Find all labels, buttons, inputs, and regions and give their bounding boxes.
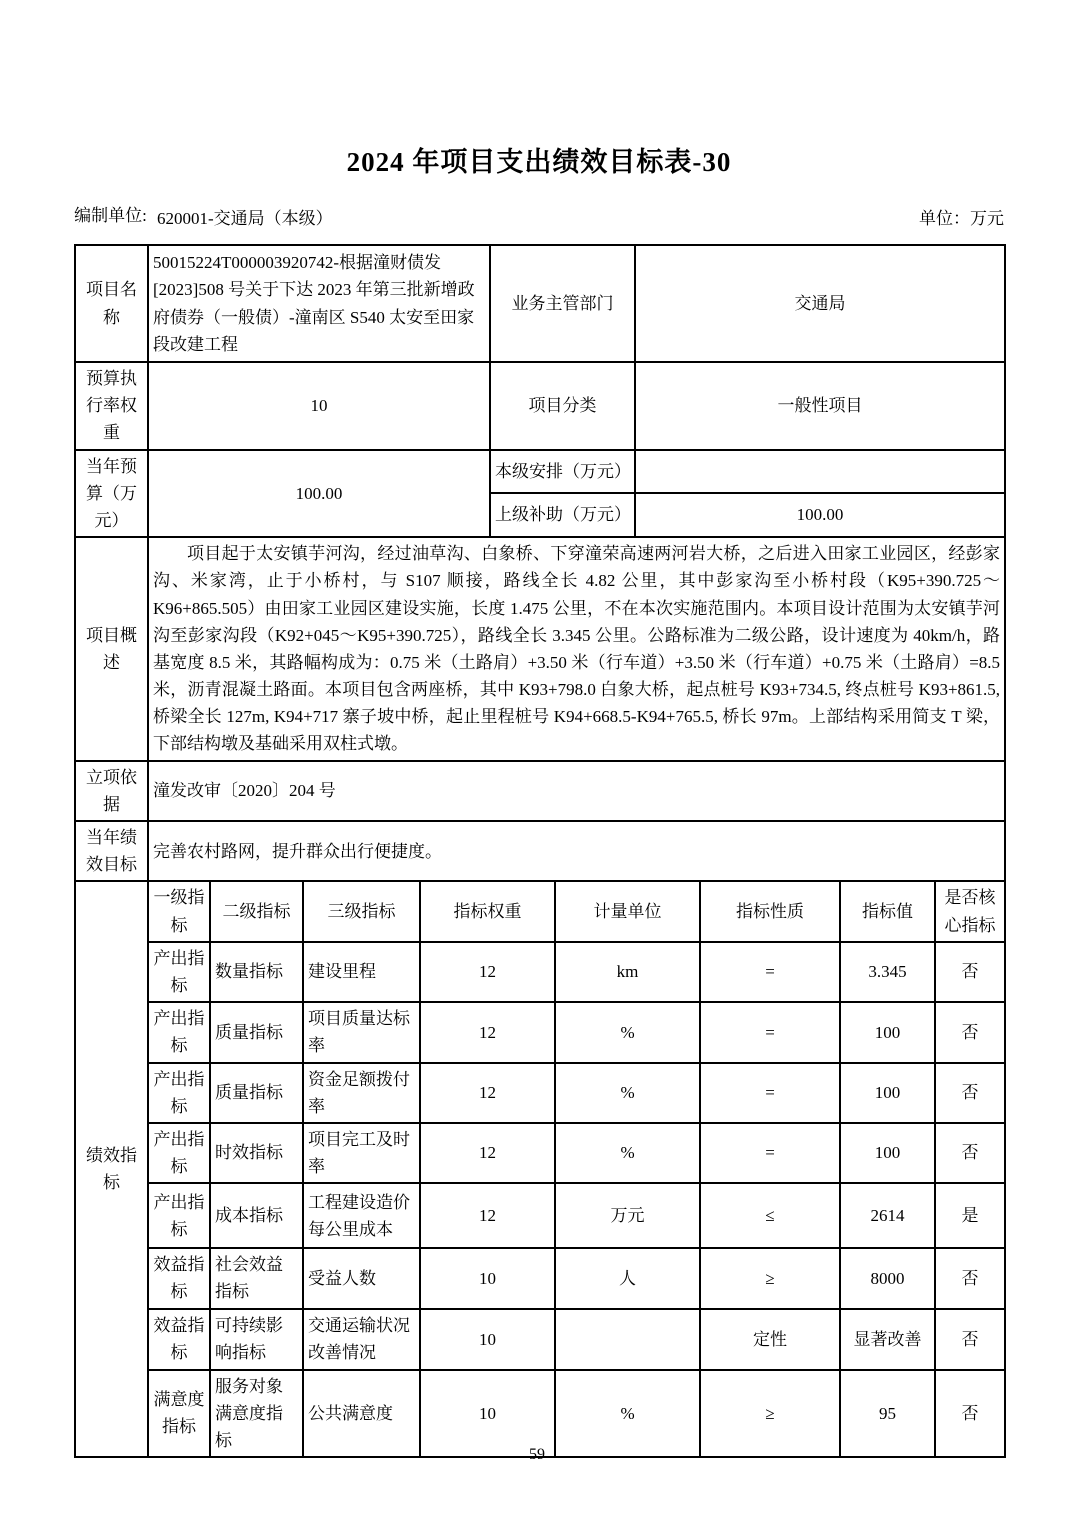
indicator-nature: = xyxy=(700,942,840,1002)
indicator-value: 8000 xyxy=(840,1248,935,1308)
indicator-core: 否 xyxy=(935,1063,1005,1123)
indicator-level3: 公共满意度 xyxy=(303,1370,420,1458)
indicator-level2: 质量指标 xyxy=(210,1063,303,1123)
indicator-level2: 社会效益指标 xyxy=(210,1248,303,1308)
org-label: 编制单位: xyxy=(74,206,147,226)
indicator-nature: = xyxy=(700,1123,840,1183)
goal-value: 完善农村路网，提升群众出行便捷度。 xyxy=(148,821,1005,881)
indicator-core: 否 xyxy=(935,1123,1005,1183)
indicator-level3: 交通运输状况改善情况 xyxy=(303,1309,420,1370)
indicator-level1: 产出指标 xyxy=(148,942,210,1002)
dept-label: 业务主管部门 xyxy=(490,245,635,362)
indicator-level3: 资金足额拨付率 xyxy=(303,1063,420,1123)
indicator-value: 95 xyxy=(840,1370,935,1458)
basis-value: 潼发改审〔2020〕204 号 xyxy=(148,761,1005,821)
upper-subsidy-value: 100.00 xyxy=(635,493,1005,537)
budget-rate-value: 10 xyxy=(148,362,490,450)
indicator-level2: 数量指标 xyxy=(210,942,303,1002)
indicator-row xyxy=(75,1309,1005,1370)
indicator-level1: 效益指标 xyxy=(148,1309,210,1370)
indicator-nature: 定性 xyxy=(700,1309,840,1370)
indicator-weight: 12 xyxy=(420,1002,555,1062)
header-nature: 指标性质 xyxy=(700,881,840,941)
indicator-unit: % xyxy=(555,1370,700,1458)
basis-label: 立项依据 xyxy=(75,761,148,821)
header-weight: 指标权重 xyxy=(420,881,555,941)
project-name-value: 50015224T000003920742-根据潼财债发[2023]508 号关于下达 2023 年第三批新增政府债券（一般债）-潼南区 S540 太安至田家段改建工程 xyxy=(148,245,490,362)
indicator-value: 3.345 xyxy=(840,942,935,1002)
goal-label: 当年绩效目标 xyxy=(75,821,148,881)
row-project-name xyxy=(75,245,1005,362)
local-arrange-value xyxy=(635,450,1005,493)
indicator-unit: % xyxy=(555,1002,700,1062)
indicator-level2: 成本指标 xyxy=(210,1183,303,1248)
indicator-core: 是 xyxy=(935,1183,1005,1248)
indicator-unit xyxy=(555,1309,700,1370)
indicator-row xyxy=(75,1063,1005,1123)
performance-target-table xyxy=(74,244,1006,1458)
indicator-core: 否 xyxy=(935,1370,1005,1458)
indicator-value: 100 xyxy=(840,1123,935,1183)
overview-label: 项目概述 xyxy=(75,537,148,761)
overview-value: 项目起于太安镇芋河沟，经过油草沟、白象桥、下穿潼荣高速两河岩大桥，之后进入田家工业园区，经彭家沟、米家湾，止于小桥村，与 S107 顺接，路线全长 4.82 公里，其中彭家沟至小桥村段（K95+390.725～K96+865.505）由田家工业园区建设实施，长度 1.475 公里，不在本次实施范围内。本项目设计范围为太安镇芋河沟至彭家沟段（K92+045～K95+390.725），路线全长 3.345 公里。公路标准为二级公路，设计速度为 40km/h，路基宽度 8.5 米，其路幅构成为：0.75 米（土路肩）+3.50 米（行车道）+3.50 米（行车道）+0.75 米（土路肩）=8.5 米，沥青混凝土路面。本项目包含两座桥，其中 K93+798.0 白象大桥，起点桩号 K93+734.5, 终点桩号 K93+861.5, 桥梁全长 127m, K94+717 寨子坡中桥，起止里程桩号 K94+668.5-K94+765.5, 桥长 97m。上部结构采用简支 T 梁，下部结构墩及基础采用双柱式墩。 xyxy=(148,537,1005,761)
indicator-unit: km xyxy=(555,942,700,1002)
indicator-row xyxy=(75,1370,1005,1458)
header-level3: 三级指标 xyxy=(303,881,420,941)
header-level2: 二级指标 xyxy=(210,881,303,941)
unit-label: 单位：万元 xyxy=(919,208,1004,228)
indicator-level3: 建设里程 xyxy=(303,942,420,1002)
indicator-row xyxy=(75,1002,1005,1062)
indicator-level2: 时效指标 xyxy=(210,1123,303,1183)
indicator-level3: 工程建设造价每公里成本 xyxy=(303,1183,420,1248)
indicator-level1: 效益指标 xyxy=(148,1248,210,1308)
row-budget-local xyxy=(75,450,1005,493)
indicator-nature: ≤ xyxy=(700,1183,840,1248)
indicator-weight: 10 xyxy=(420,1248,555,1308)
header-level1: 一级指标 xyxy=(148,881,210,941)
indicator-level2: 服务对象满意度指标 xyxy=(210,1370,303,1458)
indicator-level1: 产出指标 xyxy=(148,1123,210,1183)
project-name-label: 项目名称 xyxy=(75,245,148,362)
indicator-value: 100 xyxy=(840,1002,935,1062)
indicator-level3: 项目质量达标率 xyxy=(303,1002,420,1062)
indicator-level3: 受益人数 xyxy=(303,1248,420,1308)
page-title: 2024 年项目支出绩效目标表-30 xyxy=(346,147,732,177)
indicator-weight: 12 xyxy=(420,1123,555,1183)
row-overview xyxy=(75,537,1005,761)
indicator-level2: 可持续影响指标 xyxy=(210,1309,303,1370)
indicator-nature: ≥ xyxy=(700,1248,840,1308)
indicator-level2: 质量指标 xyxy=(210,1002,303,1062)
indicator-row xyxy=(75,942,1005,1002)
indicator-weight: 10 xyxy=(420,1309,555,1370)
indicator-value: 100 xyxy=(840,1063,935,1123)
row-basis xyxy=(75,761,1005,821)
indicator-nature: = xyxy=(700,1063,840,1123)
year-budget-value: 100.00 xyxy=(148,450,490,538)
indicator-weight: 10 xyxy=(420,1370,555,1458)
indicator-header-row xyxy=(75,881,1005,941)
header-unit: 计量单位 xyxy=(555,881,700,941)
indicator-weight: 12 xyxy=(420,1063,555,1123)
year-budget-label: 当年预算（万元） xyxy=(75,450,148,538)
indicator-weight: 12 xyxy=(420,942,555,1002)
row-budget-rate xyxy=(75,362,1005,450)
indicator-unit: % xyxy=(555,1063,700,1123)
org-value: 620001-交通局（本级） xyxy=(157,208,333,228)
indicator-row xyxy=(75,1123,1005,1183)
indicator-nature: ≥ xyxy=(700,1370,840,1458)
indicator-level1: 产出指标 xyxy=(148,1063,210,1123)
indicator-value: 2614 xyxy=(840,1183,935,1248)
indicators-section-label: 绩效指标 xyxy=(75,881,148,1457)
indicator-unit: 万元 xyxy=(555,1183,700,1248)
page-number: 59 xyxy=(529,1446,545,1463)
indicator-unit: % xyxy=(555,1123,700,1183)
indicator-level1: 产出指标 xyxy=(148,1183,210,1248)
row-goal xyxy=(75,821,1005,881)
indicator-value: 显著改善 xyxy=(840,1309,935,1370)
indicator-core: 否 xyxy=(935,1309,1005,1370)
indicator-core: 否 xyxy=(935,942,1005,1002)
local-arrange-label: 本级安排（万元） xyxy=(490,450,635,493)
dept-value: 交通局 xyxy=(635,245,1005,362)
indicator-nature: = xyxy=(700,1002,840,1062)
document-content xyxy=(74,0,1004,1458)
indicator-weight: 12 xyxy=(420,1183,555,1248)
indicator-level3: 项目完工及时率 xyxy=(303,1123,420,1183)
header-core: 是否核心指标 xyxy=(935,881,1005,941)
indicator-row xyxy=(75,1248,1005,1308)
category-label: 项目分类 xyxy=(490,362,635,450)
upper-subsidy-label: 上级补助（万元） xyxy=(490,493,635,537)
category-value: 一般性项目 xyxy=(635,362,1005,450)
indicator-core: 否 xyxy=(935,1002,1005,1062)
indicator-unit: 人 xyxy=(555,1248,700,1308)
budget-rate-label: 预算执行率权重 xyxy=(75,362,148,450)
org-row xyxy=(74,193,1004,239)
indicator-row xyxy=(75,1183,1005,1248)
indicator-level1: 产出指标 xyxy=(148,1002,210,1062)
header-value: 指标值 xyxy=(840,881,935,941)
indicator-core: 否 xyxy=(935,1248,1005,1308)
indicator-level1: 满意度指标 xyxy=(148,1370,210,1458)
